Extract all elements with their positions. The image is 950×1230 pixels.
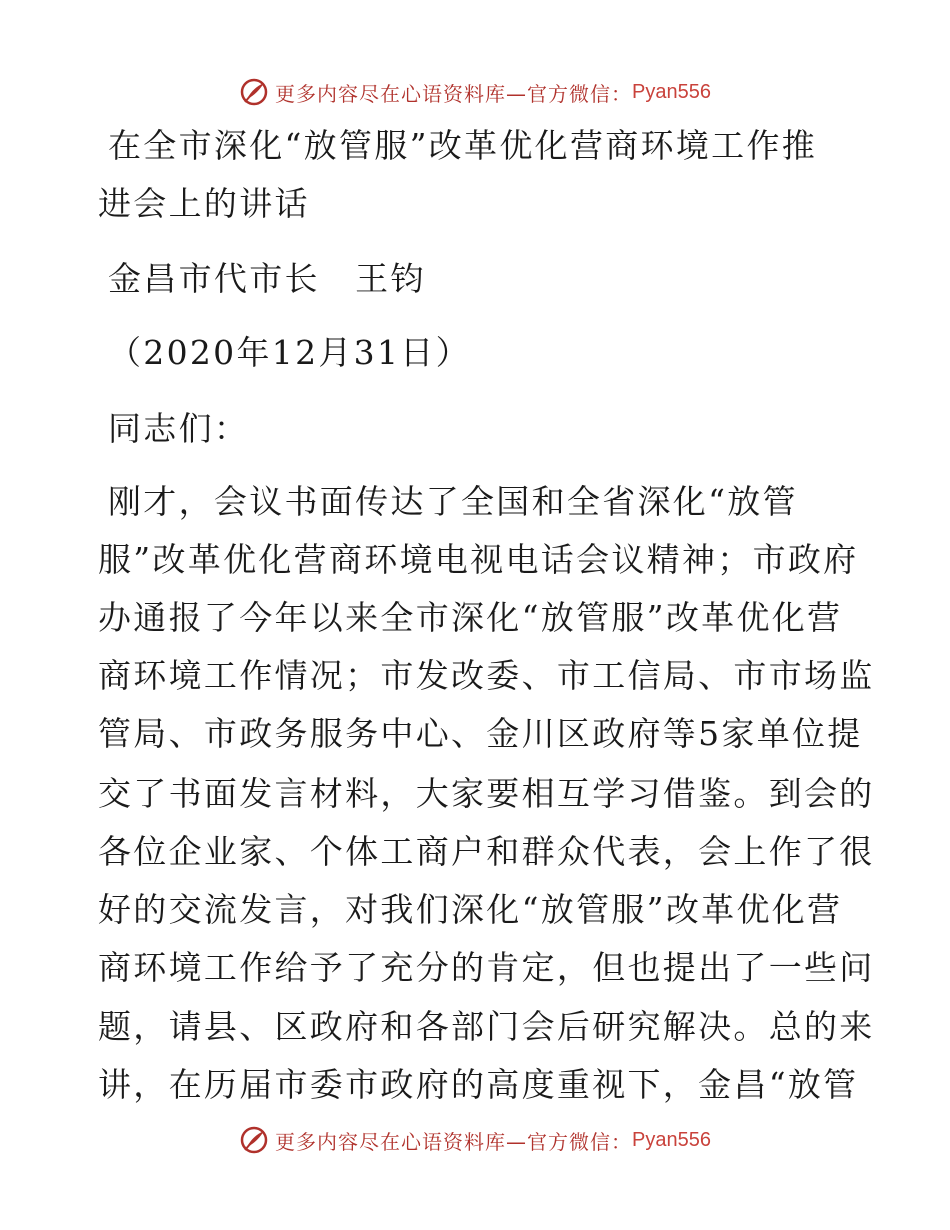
body-line: 题，请县、区政府和各部门会后研究解决。总的来 (98, 1007, 875, 1046)
body-line: 商环境工作给予了充分的肯定，但也提出了一些问 (98, 948, 875, 987)
author-line: 金昌市代市长 王钧 (108, 259, 426, 298)
feather-quill-logo-icon (239, 1125, 269, 1155)
watermark-account: Pyan556 (632, 80, 711, 103)
document-title-line-2: 进会上的讲话 (98, 184, 310, 223)
salutation: 同志们： (108, 409, 250, 448)
body-line: 商环境工作情况；市发改委、市工信局、市市场监 (98, 656, 875, 695)
body-line: 各位企业家、个体工商户和群众代表，会上作了很 (98, 832, 875, 871)
body-line: 办通报了今年以来全市深化“放管服”改革优化营 (98, 598, 843, 637)
watermark-account: Pyan556 (632, 1128, 711, 1151)
body-line: 管局、市政务服务中心、金川区政府等5家单位提 (98, 714, 863, 753)
footer-watermark (0, 1120, 950, 1160)
feather-quill-logo-icon (239, 77, 269, 107)
document-title-line-1: 在全市深化“放管服”改革优化营商环境工作推 (108, 126, 818, 165)
body-line: 好的交流发言，对我们深化“放管服”改革优化营 (98, 890, 843, 929)
watermark-text: 更多内容尽在心语资料库—官方微信： (275, 81, 633, 106)
body-line: 交了书面发言材料，大家要相互学习借鉴。到会的 (98, 774, 875, 813)
header-watermark (0, 72, 950, 112)
body-line: 服”改革优化营商环境电视电话会议精神；市政府 (98, 540, 859, 579)
body-line: 讲，在历届市委市政府的高度重视下，金昌“放管 (98, 1065, 859, 1104)
body-line: 刚才，会议书面传达了全国和全省深化“放管 (108, 482, 798, 521)
date-line: （2020年12月31日） (108, 333, 471, 372)
watermark-text: 更多内容尽在心语资料库—官方微信： (275, 1129, 633, 1154)
